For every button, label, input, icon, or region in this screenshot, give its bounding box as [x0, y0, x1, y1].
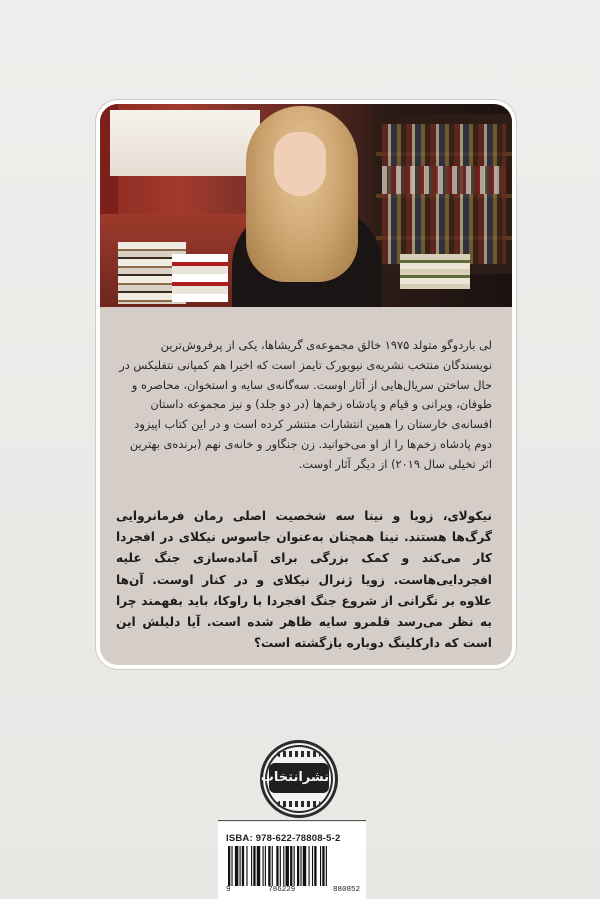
barcode-bar [276, 846, 278, 886]
barcode [228, 846, 356, 886]
book-synopsis: نیکولای، زویا و نینا سه شخصیت اصلی رمان فرمانروایی گرگ‌ها هستند. نینا همچنان به‌عنوان جاسوس نیکلای در افجردا کار می‌کند و کمک بزرگی برای آماده‌سازی جنگ علیه افجردایی‌هاست. زویا ژنرال نیکلای و در کنار اوست. آن‌ها علاوه بر نگرانی از شروع جنگ افجردا با راوکا، باید بفهمند چرا به نظر می‌رسد قلمرو سایه ظاهر شده است. آیا دلیلش این است که دارکلینگ دوباره بازگشته است؟ [116, 509, 492, 651]
barcode-bar [294, 846, 295, 886]
author-bio: لی باردوگو متولد ۱۹۷۵ خالق مجموعه‌ی گریشاها، یکی از پرفروش‌ترین نویسندگان منتخب نشریه‌ی نیویورک تایمز است که اخیرا هم کمپانی نتفلیکس در حال ساختن سریال‌هایی از آثار اوست. سه‌گانه‌ی سایه و استخوان، محاصره و طوفان، ویرانی و قیام و پادشاه زخم‌ها (در دو جلد) و نیز مجموعه داستان افسانه‌ی خارستان را همین انتشارات منتشر کرده است و در این کتاب اپیزود دوم پادشاه زخم‌ها را از او می‌خوانید. زن جنگاور و خانه‌ی نهم (برنده‌ی بهترین اثر تخیلی سال ۲۰۱۹) از دیگر آثار اوست. [119, 338, 492, 471]
photo-shelf-books [382, 124, 506, 264]
barcode-bar [326, 846, 327, 886]
barcode-bar [263, 846, 264, 886]
barcode-bar [265, 846, 266, 886]
barcode-bar [257, 846, 260, 886]
isbn-divider [218, 820, 366, 821]
barcode-bar [242, 846, 244, 886]
barcode-bar [320, 846, 321, 886]
logo-dots-top [277, 751, 321, 757]
barcode-bar [283, 846, 284, 886]
author-photo [100, 104, 512, 307]
barcode-bar [228, 846, 230, 886]
photo-book-stack-front [172, 254, 228, 302]
barcode-bar [286, 846, 289, 886]
barcode-bar [300, 846, 301, 886]
barcode-bar [297, 846, 299, 886]
barcode-bar [322, 846, 324, 886]
barcode-bar [268, 846, 270, 886]
barcode-bar [309, 846, 310, 886]
barcode-bar [253, 846, 255, 886]
publisher-logo [260, 740, 338, 818]
barcode-bar [303, 846, 306, 886]
photo-shelf-books-row [382, 166, 506, 194]
photo-book-stack-right [400, 254, 470, 289]
barcode-bar [235, 846, 238, 886]
barcode-bar [280, 846, 281, 886]
barcode-digit-group-2: 786229 [268, 886, 296, 894]
publisher-logo-text: نشرانتخاب [260, 770, 329, 785]
barcode-digits [226, 886, 360, 894]
content-card [96, 100, 516, 669]
barcode-digit-group-3: 880852 [332, 886, 360, 894]
barcode-bar [312, 846, 313, 886]
author-figure-face [274, 132, 326, 196]
barcode-bar [240, 846, 241, 886]
barcode-bar [314, 846, 316, 886]
barcode-bar [251, 846, 252, 886]
logo-dots-bottom [277, 801, 321, 807]
isbn-label: ISBA: 978-622-78808-5-2 [226, 833, 341, 844]
photo-author-figure [224, 106, 382, 307]
barcode-bar [290, 846, 292, 886]
barcode-digit-group-1: 9 [226, 886, 231, 894]
barcode-bar [272, 846, 273, 886]
barcode-bar [246, 846, 247, 886]
barcode-bar [231, 846, 232, 886]
